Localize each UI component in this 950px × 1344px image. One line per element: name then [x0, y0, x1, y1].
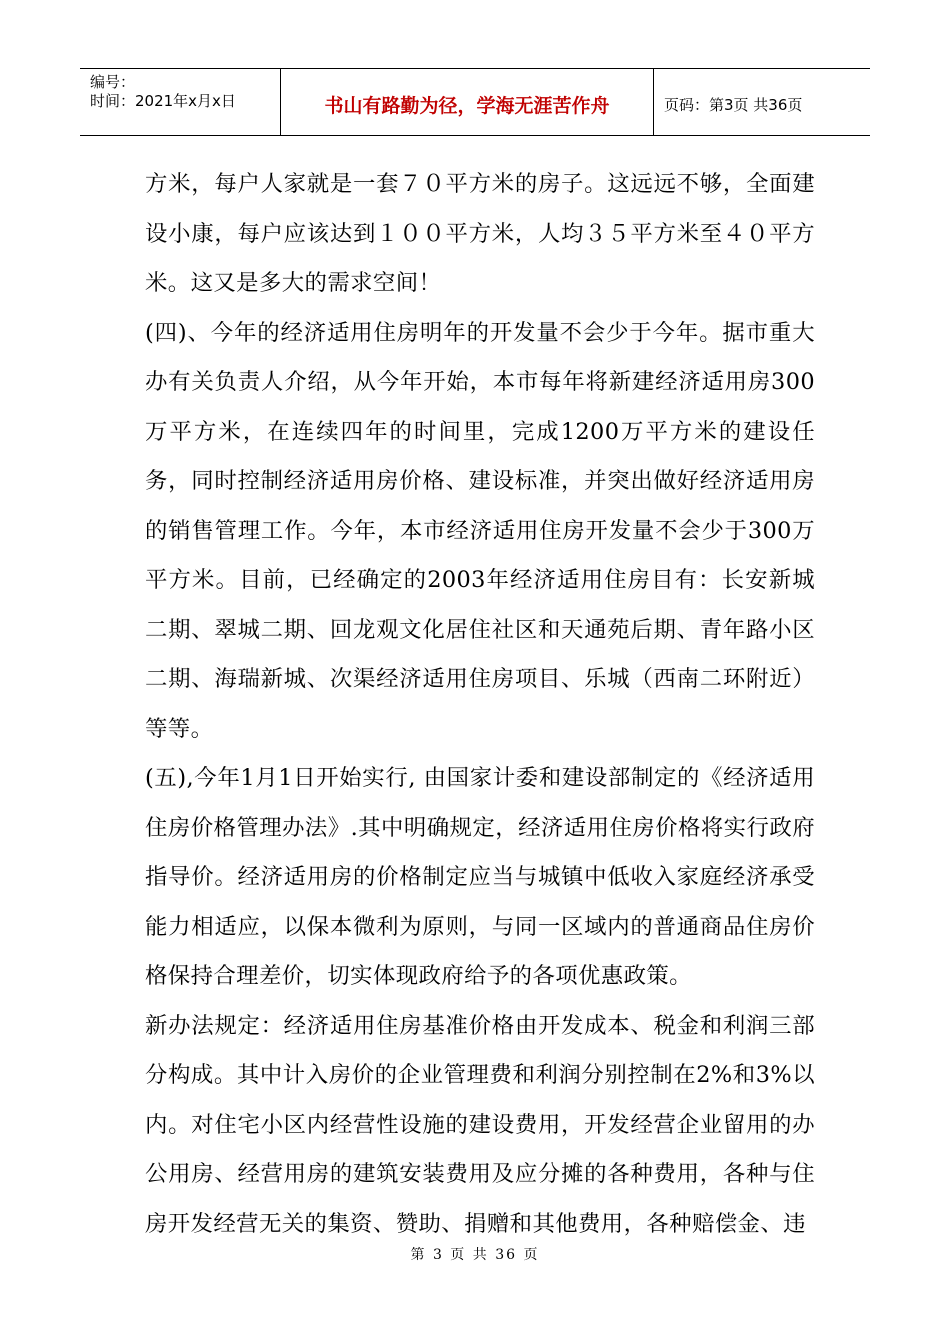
document-date: 时间：2021年x月x日	[90, 92, 236, 110]
paragraph: 方米，每户人家就是一套７０平方米的房子。这远远不够，全面建设小康，每户应该达到１００平方米，人均３５平方米至４０平方米。这又是多大的需求空间！	[145, 171, 815, 296]
document-body	[145, 160, 815, 1249]
paragraph: 新办法规定：经济适用住房基准价格由开发成本、税金和利润三部分构成。其中计入房价的企业管理费和利润分别控制在2%和3%以内。对住宅小区内经营性设施的建设费用，开发经营企业留用的办公用房、经营用房的建筑安装费用及应分摊的各种费用，各种与住房开发经营无关的集资、赞助、捐赠和其他费用，各种赔偿金、违	[145, 1012, 815, 1237]
header-page-number: 页码：第3页 共36页	[664, 95, 803, 114]
header-meta	[80, 69, 281, 135]
header-motto: 书山有路勤为径，学海无涯苦作舟	[281, 69, 654, 135]
page-footer: 第 3 页 共 36 页	[410, 1247, 540, 1263]
paragraph: (五),今年1月1日开始实行, 由国家计委和建设部制定的《经济适用住房价格管理办法》.其中明确规定，经济适用住房价格将实行政府指导价。经济适用房的价格制定应当与城镇中低收入家庭经济承受能力相适应，以保本微利为原则，与同一区域内的普通商品住房价格保持合理差价，切实体现政府给予的各项优惠政策。	[145, 765, 815, 989]
paragraph: (四)、今年的经济适用住房明年的开发量不会少于今年。据市重大办有关负责人介绍，从今年开始，本市每年将新建经济适用房300万平方米，在连续四年的时间里，完成1200万平方米的建设任务，同时控制经济适用房价格、建设标准，并突出做好经济适用房的销售管理工作。今年，本市经济适用住房开发量不会少于300万平方米。目前，已经确定的2003年经济适用住房目有：长安新城二期、翠城二期、回龙观文化居住社区和天通苑后期、青年路小区二期、海瑞新城、次渠经济适用住房项目、乐城（西南二环附近）等等。	[145, 319, 815, 742]
page-header	[80, 68, 870, 136]
document-number-label: 编号：	[90, 73, 136, 91]
